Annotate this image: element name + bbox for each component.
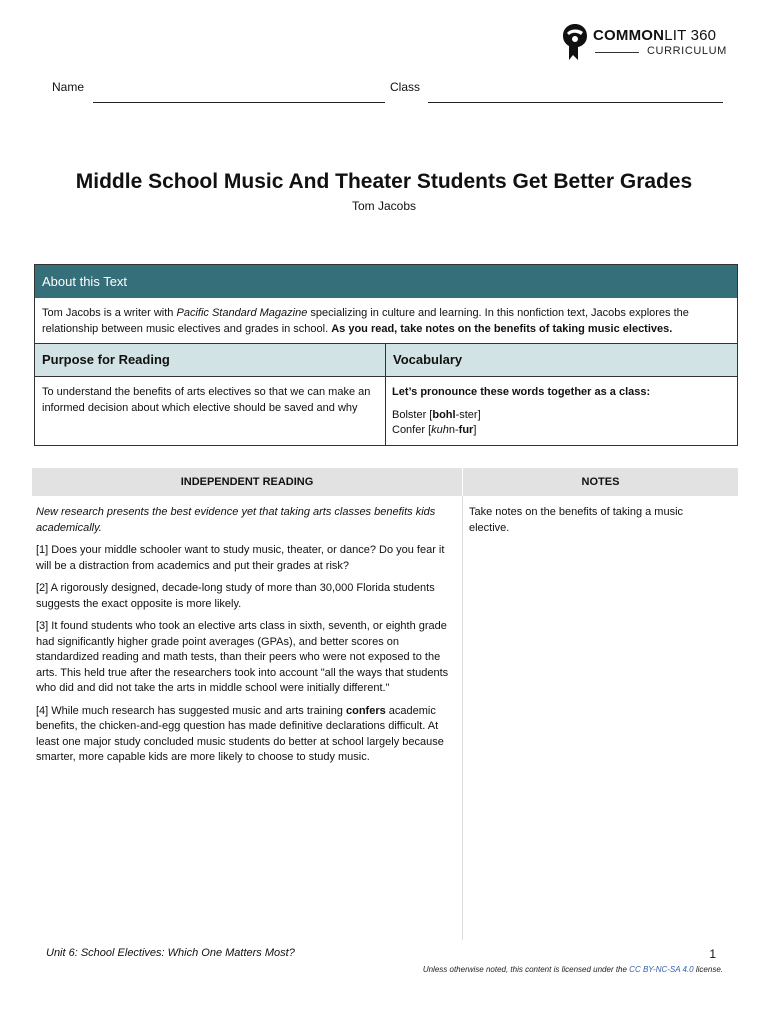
vocabulary-list — [392, 385, 732, 439]
notes-header: NOTES — [463, 468, 738, 496]
author-name: Tom Jacobs — [351, 199, 417, 213]
class-label: Class — [390, 80, 421, 94]
name-field[interactable] — [93, 102, 385, 103]
page-number: 1 — [709, 947, 716, 961]
vocabulary-heading: Vocabulary — [386, 344, 737, 376]
paragraph-1: [1] Does your middle schooler want to study music, theater, or dance? Do you fear it will be a distraction from academics and put their grades at risk? — [36, 544, 445, 572]
reading-passage — [36, 505, 451, 773]
page-title: Middle School Music And Theater Students Get Better Grades — [75, 170, 693, 193]
column-divider — [462, 496, 463, 940]
vocabulary-intro: Let’s pronounce these words together as a class: — [392, 386, 651, 398]
paragraph-4: [4] While much research has suggested music and arts training confers academic benefits, the chicken-and-egg question has made definitive declarations difficult. At least one major study concluded music students do better at school largely because smarter, more capable kids are more likely to choose to study music. — [36, 704, 444, 763]
notes-prompt: Take notes on the benefits of taking a music elective. — [469, 506, 684, 534]
commonlit-logo: COMMONLIT 360 CURRICULUM — [561, 22, 731, 64]
purpose-heading: Purpose for Reading — [35, 344, 385, 376]
logo-wordmark: COMMONLIT 360 — [593, 27, 717, 44]
name-label: Name — [52, 80, 85, 94]
vocab-word-confer: Confer [kuhn-fur] — [392, 424, 477, 436]
independent-reading-header: INDEPENDENT READING — [32, 468, 462, 496]
class-field[interactable] — [428, 102, 723, 103]
paragraph-2: [2] A rigorously designed, decade-long study of more than 30,000 Florida students suggests the exact opposite is more likely. — [36, 582, 435, 610]
reading-intro: New research presents the best evidence yet that taking arts classes benefits kids academically. — [36, 506, 436, 534]
paragraph-3: [3] It found students who took an elective arts class in sixth, seventh, or eighth grade had significantly higher grade point averages (GPAs), and better scores on standardized reading and math tests, than their peers who were not exposed to the arts. This held true after the researchers took into account "all the ways that students who did and did not take the arts in middle school were initially different." — [36, 620, 449, 694]
about-heading: About this Text — [35, 265, 737, 298]
purpose-text: To understand the benefits of arts electives so that we can make an informed decision about which elective should be saved and why — [42, 386, 371, 414]
footer-unit-title: Unit 6: School Electives: Which One Matters Most? — [46, 947, 295, 959]
about-text: Tom Jacobs is a writer with Pacific Standard Magazine specializing in culture and learning. In this nonfiction text, Jacobs explores the relationship between music electives and grades in school. As you read, take notes on the benefits of taking music electives. — [42, 307, 689, 335]
commonlit-emblem-icon — [561, 22, 589, 62]
license-link[interactable]: CC BY-NC-SA 4.0 — [629, 965, 694, 974]
vocab-word-bolster: Bolster [bohl-ster] — [392, 408, 481, 421]
license-notice: Unless otherwise noted, this content is licensed under the CC BY-NC-SA 4.0 license. — [422, 965, 723, 974]
about-box — [34, 264, 738, 446]
